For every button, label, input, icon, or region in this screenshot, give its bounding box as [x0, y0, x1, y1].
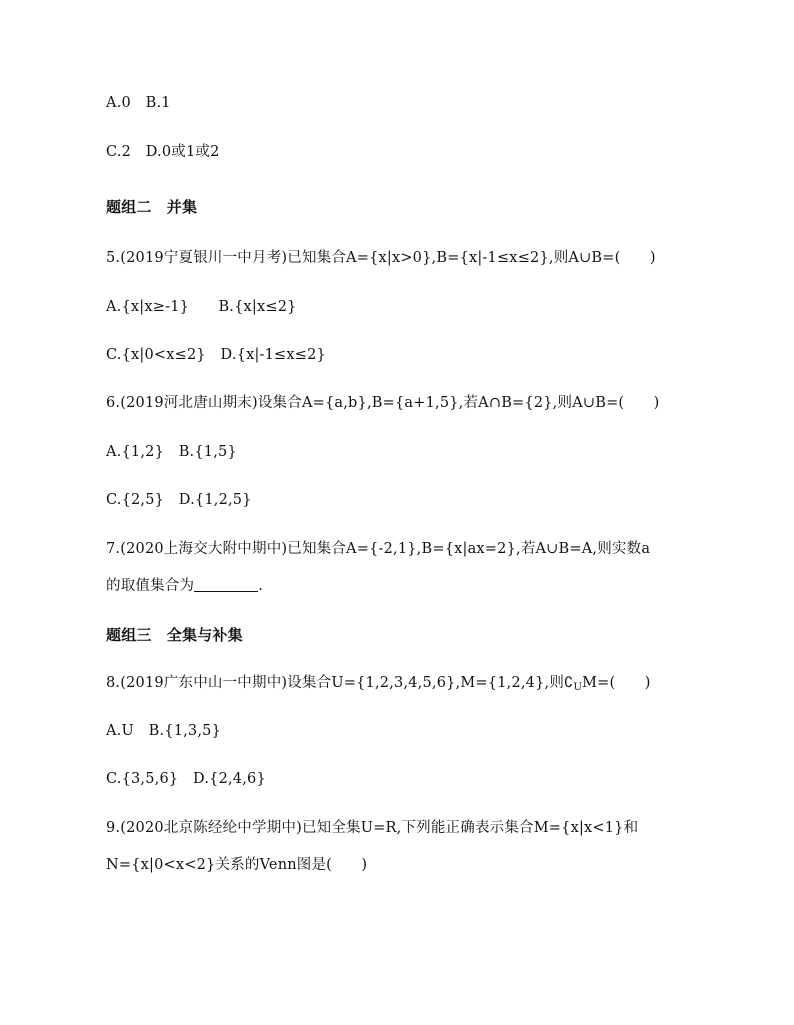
- q7-stem-text: 的取值集合为: [106, 578, 195, 594]
- q5-options-cd: C.{x|0<x≤2} D.{x|-1≤x≤2}: [106, 347, 326, 363]
- q7-stem-line1: 7.(2020上海交大附中期中)已知集合A={-2,1},B={x|ax=2},若A∪B=A,则实数a: [106, 541, 651, 557]
- q4-options-cd: C.2 D.0或1或2: [106, 144, 220, 160]
- q5-options-ab: A.{x|x≥-1} B.{x|x≤2}: [106, 299, 297, 315]
- q5-stem: 5.(2019宁夏银川一中月考)已知集合A={x|x>0},B={x|-1≤x≤2},则A∪B=( ): [106, 250, 656, 266]
- group2-heading: 题组二 并集: [106, 198, 198, 216]
- q8-stem-tail: M=( ): [582, 675, 651, 691]
- q7-stem-line2: [106, 576, 263, 596]
- q9-stem-line1: 9.(2020北京陈经纶中学期中)已知全集U=R,下列能正确表示集合M={x|x<1}和: [106, 820, 639, 836]
- q6-stem: 6.(2019河北唐山期末)设集合A={a,b},B={a+1,5},若A∩B={2},则A∪B=( ): [106, 395, 660, 411]
- group3-heading: 题组三 全集与补集: [106, 626, 243, 644]
- q6-options-cd: C.{2,5} D.{1,2,5}: [106, 492, 252, 508]
- q8-options-ab: A.U B.{1,3,5}: [106, 723, 222, 739]
- q6-options-ab: A.{1,2} B.{1,5}: [106, 444, 237, 460]
- q8-stem-text: 8.(2019广东中山一中期中)设集合U={1,2,3,4,5,6},M={1,2,4},则∁: [106, 675, 574, 691]
- answer-blank: [194, 577, 258, 592]
- q4-options-ab: A.0 B.1: [106, 95, 171, 111]
- q8-options-cd: C.{3,5,6} D.{2,4,6}: [106, 771, 266, 787]
- q7-stem-period: .: [258, 578, 264, 594]
- q8-stem: [106, 673, 651, 698]
- q8-complement-subscript: U: [573, 682, 583, 693]
- q9-stem-line2: N={x|0<x<2}关系的Venn图是( ): [106, 857, 368, 873]
